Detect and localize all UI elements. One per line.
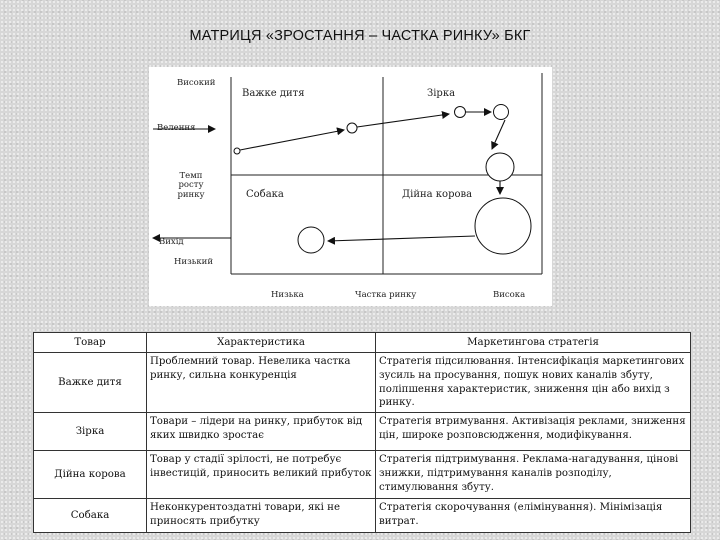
x-axis-label: Частка ринку — [355, 290, 417, 300]
small-circle-problem-child — [234, 148, 240, 154]
quadrant-label-cash-cow: Дійна корова — [402, 189, 473, 200]
path-arrow-4 — [492, 120, 505, 149]
table-header-row — [34, 333, 691, 353]
cell-product: Зірка — [34, 413, 147, 451]
page-title: МАТРИЦЯ «ЗРОСТАННЯ – ЧАСТКА РИНКУ» БКГ — [189, 28, 531, 44]
cash-cow-circle-2 — [475, 198, 531, 254]
cell-characteristic: Проблемний товар. Невелика частка ринку, сильна конкуренція — [147, 353, 376, 413]
cell-product: Важке дитя — [34, 353, 147, 413]
path-arrow-6 — [328, 236, 475, 241]
header-product: Товар — [34, 333, 147, 353]
entry-label: Вeлення — [157, 123, 196, 133]
cell-characteristic: Товари – лідери на ринку, прибуток від яких швидко зростає — [147, 413, 376, 451]
cell-strategy: Стратегія підсилювання. Інтенсифікація маркетингових зусиль на просування, пошук нових каналів збуту, поліпшення характеристик, зниження цін або вихід з ринку. — [376, 353, 691, 413]
x-axis-high-label: Висока — [493, 290, 526, 300]
table-row — [34, 451, 691, 499]
cell-strategy: Стратегія скорочування (елімінування). Мінімізація витрат. — [376, 499, 691, 533]
y-axis-low-label: Низький — [174, 257, 213, 267]
quadrant-label-dog: Собака — [246, 189, 284, 200]
path-arrow-1 — [240, 130, 344, 150]
cell-strategy: Стратегія підтримування. Реклама-нагадування, цінові знижки, підтримування каналів розподілу, стимулювання збуту. — [376, 451, 691, 499]
exit-label: Вихід — [159, 237, 184, 247]
star-circle-2 — [494, 105, 509, 120]
header-strategy: Маркетингова стратегія — [376, 333, 691, 353]
cell-characteristic: Товар у стадії зрілості, не потребує інвестицій, приносить великий прибуток — [147, 451, 376, 499]
star-circle-1 — [455, 107, 466, 118]
cell-product: Собака — [34, 499, 147, 533]
y-axis-high-label: Високий — [177, 78, 216, 88]
path-arrow-2 — [357, 114, 449, 127]
table-row — [34, 499, 691, 533]
y-axis-label: Темп росту ринку — [177, 171, 205, 200]
cell-characteristic: Неконкурентоздатні товари, які не приносять прибутку — [147, 499, 376, 533]
bcg-matrix-diagram — [149, 67, 552, 306]
quadrant-label-problem-child: Важкe дитя — [242, 88, 305, 99]
dog-circle — [298, 227, 324, 253]
medium-circle-problem-child — [347, 123, 357, 133]
cash-cow-circle-1 — [486, 153, 514, 181]
table-row — [34, 353, 691, 413]
cell-product: Дійна корова — [34, 451, 147, 499]
x-axis-low-label: Низька — [271, 290, 304, 300]
quadrant-label-star: Зірка — [427, 88, 456, 99]
header-characteristic: Характеристика — [147, 333, 376, 353]
cell-strategy: Стратегія втримування. Активізація реклами, зниження цін, широке розповсюдження, модифікування. — [376, 413, 691, 451]
strategy-table — [33, 332, 691, 533]
table-row — [34, 413, 691, 451]
